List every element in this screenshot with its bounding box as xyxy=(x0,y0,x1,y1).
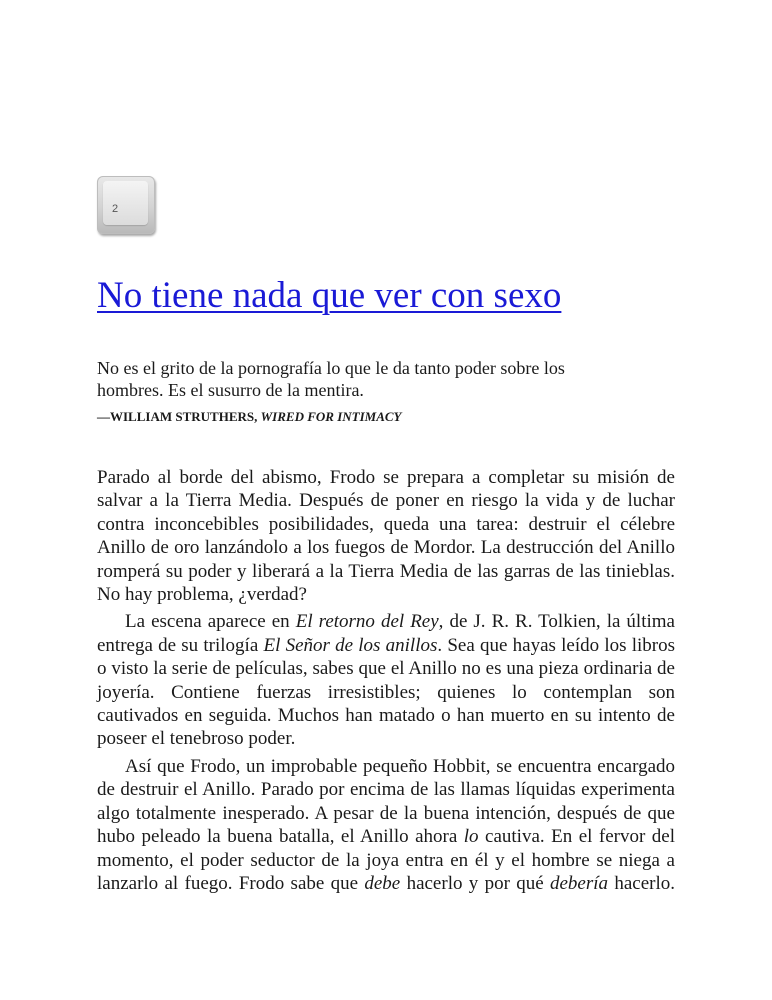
book-title-italic: El Señor de los anillos xyxy=(263,634,438,656)
text-span: cautiva. En el fervor del momento, el poder seductor de la joya entra en él y el hombre se niega a lanzarlo al fuego. Frodo sabe que xyxy=(97,826,675,894)
chapter-number: 2 xyxy=(112,203,119,215)
paragraph-2 xyxy=(97,610,675,750)
text-span: hacerlo y por qué xyxy=(400,872,550,894)
book-title-italic: El retorno del Rey xyxy=(295,611,439,633)
epigraph-quote: No es el grito de la pornografía lo que le da tanto poder sobre los hombres. Es el susurro de la mentira. xyxy=(97,358,565,400)
text-span: . Sea que hayas leído los libros o visto la serie de películas, sabes que el Anillo no es una pieza ordinaria de joyería. Contiene fuerzas irresistibles; quienes lo contemplan son cautivados en seguida. Muchos han matado o han muerto en su intento de poseer el tenebroso poder. xyxy=(97,634,675,750)
emphasis-italic: lo xyxy=(463,826,479,848)
chapter-body xyxy=(97,466,675,899)
text-span: La escena aparece en xyxy=(125,611,296,633)
text-span: , de J. R. R. Tolkien, la última entrega de su trilogía xyxy=(97,611,675,656)
text-span: Así que Frodo, un improbable pequeño Hobbit, se encuentra encargado de destruir el Anillo. Parado por encima de las llamas líquidas experimenta algo totalmente inesperado. A pesar de la buena intención, después de que hubo peleado la buena batalla, el Anillo ahora xyxy=(97,755,675,848)
epigraph-attribution xyxy=(97,409,402,425)
emphasis-italic: debe xyxy=(364,872,401,894)
chapter-title-link[interactable]: No tiene nada que ver con sexo xyxy=(97,275,562,316)
epigraph-book-title: WIRED FOR INTIMACY xyxy=(260,409,402,424)
key-face xyxy=(103,181,148,225)
paragraph-3 xyxy=(97,755,675,895)
text-span: hacerlo. xyxy=(608,872,675,894)
epigraph-author: —WILLIAM STRUTHERS, xyxy=(97,409,261,424)
chapter-number-key-icon xyxy=(97,176,155,234)
emphasis-italic: debería xyxy=(549,872,609,894)
paragraph-1: Parado al borde del abismo, Frodo se prepara a completar su misión de salvar a la Tierra Media. Después de poner en riesgo la vida y de luchar contra inconcebibles posibilidades, queda una tarea: destruir el célebre Anillo de oro lanzándolo a los fuegos de Mordor. La destrucción del Anillo romperá su poder y liberará a la Tierra Media de las garras de las tinieblas. No hay problema, ¿verdad? xyxy=(97,467,675,606)
